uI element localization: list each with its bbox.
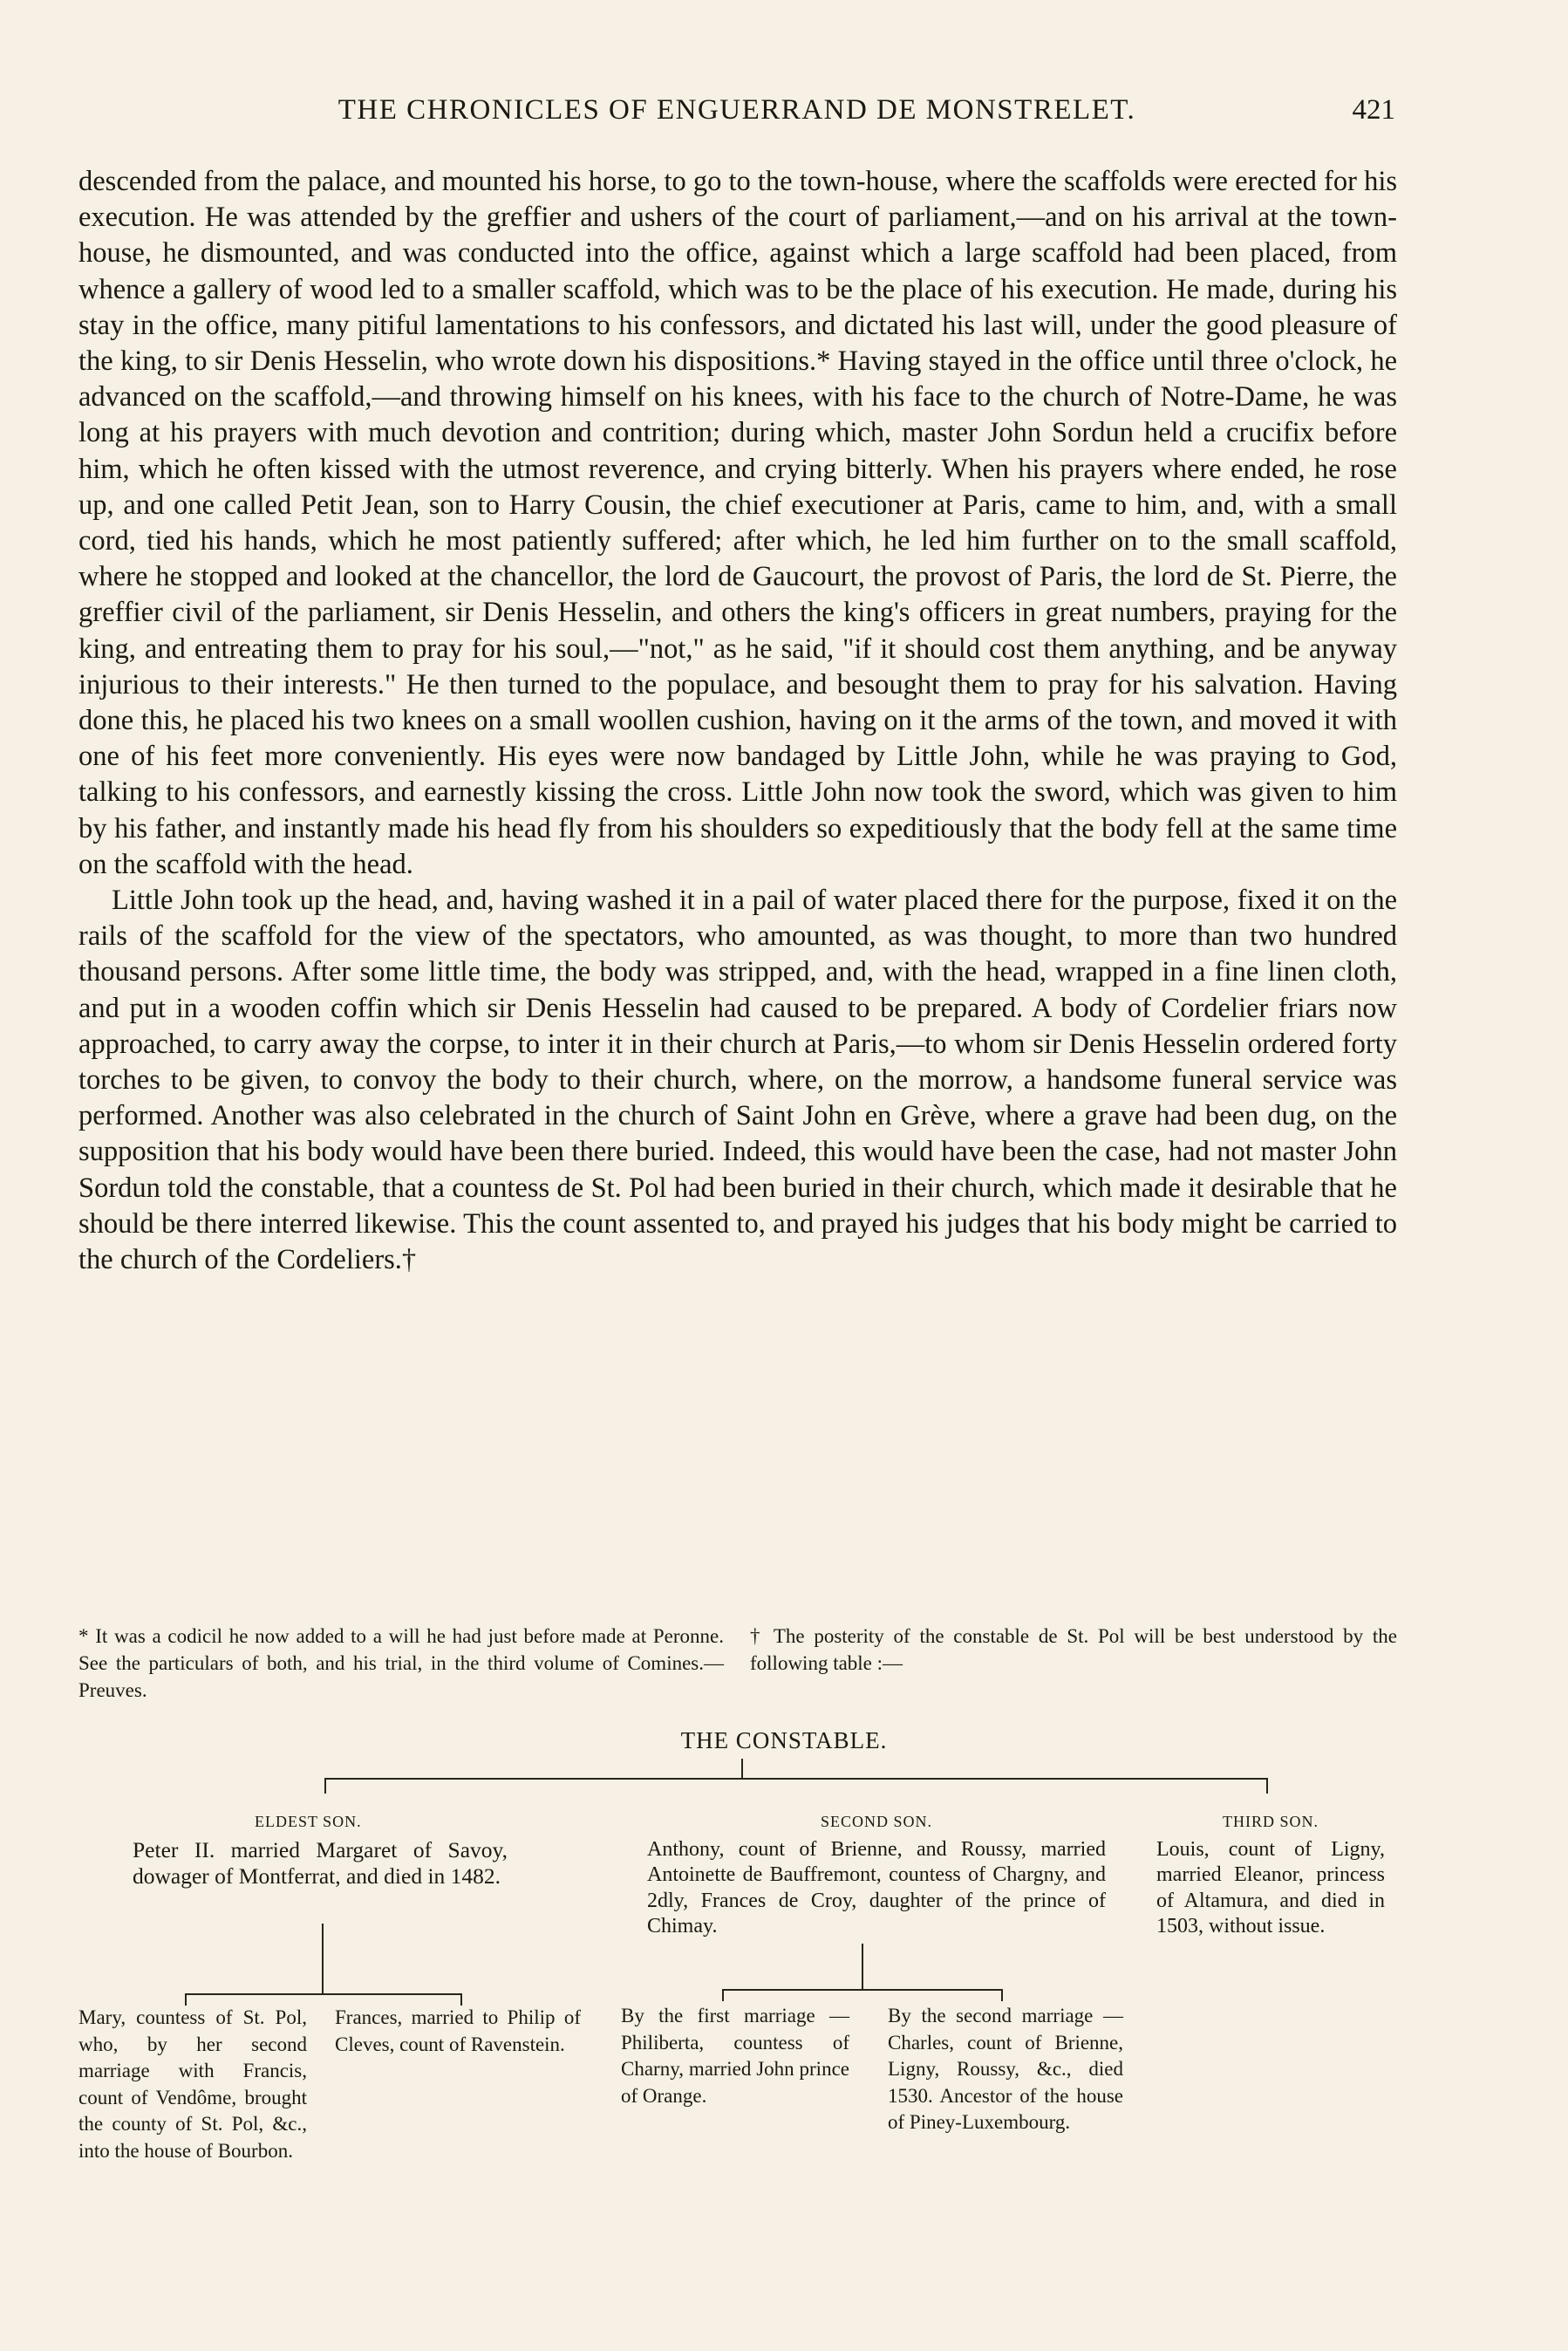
tree-connector [862,1944,863,1991]
eldest-son-column [133,1809,508,1890]
second-son-label: SECOND SON. [820,1813,933,1830]
grandchild-frances [335,2005,581,2058]
tree-connector [722,1989,724,2001]
third-son-column [1156,1809,1385,1940]
third-son-label: THIRD SON. [1222,1813,1319,1830]
page-number: 421 [1352,94,1395,126]
tree-connector [1266,1778,1268,1794]
tree-connector [741,1759,743,1779]
tree-connector [460,1993,462,2006]
tree-connector [722,1989,1003,1991]
eldest-son-text: Peter II. married Margaret of Savoy, dowager of Montferrat, and died in 1482. [133,1836,508,1889]
paragraph-2: Little John took up the head, and, having washed it in a pail of water placed there for the purpose, fixed it on the rails of the scaffold for the view of the spectators, who amounted, as was thought, to more than two hundred thousand persons. After some little time, the body was stripped, and, with the head, wrapped in a fine linen cloth, and put in a wooden coffin which sir Denis Hesselin had caused to be prepared. A body of Cordelier friars now approached, to carry away the corpse, to inter it in their church at Paris,—to whom sir Denis Hesselin ordered forty torches to be given, to convoy the body to their church, where, on the morrow, a handsome funeral service was performed. Another was also celebrated in the church of Saint John en Grève, where a grave had been dug, on the supposition that his body would have been there buried. Indeed, this would have been the case, had not master John Sordun told the constable, that a countess de St. Pol had been buried in their church, which made it desirable that he should be there interred likewise. This the count assented to, and prayed his judges that his body might be carried to the church of the Cordeliers.† [78,885,1397,1276]
footnote-posterity: † The posterity of the constable de St. Pol will be best understood by the following table :— [750,1625,1397,1674]
running-title: THE CHRONICLES OF ENGUERRAND DE MONSTRELET. [337,94,1136,126]
second-son-text: Anthony, count of Brienne, and Roussy, married Antoinette de Bauffremont, countess of Chargny, and 2dly, Frances de Croy, daughter of the prince of Chimay. [647,1837,1106,1938]
grandchild-mary-text: Mary, countess of St. Pol, who, by her second marriage with Francis, count of Vendôme, brought the county of St. Pol, &c., into the house of Bourbon. [78,2006,307,2162]
genealogy-title: THE CONSTABLE. [680,1727,888,1753]
tree-connector [185,1993,187,2006]
second-son-column [647,1809,1106,1940]
grandchild-philiberta [621,2003,849,2109]
grandchild-charles-text: By the second marriage — Charles, count of Brienne, Ligny, Roussy, &c., died 1530. Ancestor of the house of Piney-Luxembourg. [888,2005,1123,2133]
third-son-text: Louis, count of Ligny, married Eleanor, princess of Altamura, and died in 1503, without issue. [1156,1837,1385,1938]
tree-connector [1001,1989,1003,2001]
grandchild-charles [888,2003,1123,2136]
tree-connector [185,1993,462,1995]
grandchild-frances-text: Frances, married to Philip of Cleves, count of Ravenstein. [335,2006,581,2055]
footnote-codicil: * It was a codicil he now added to a will he had just before made at Peronne. See the particulars of both, and his trial, in the third volume of Comines.—Preuves. [78,1625,724,1701]
tree-connector [322,1924,324,1995]
paragraph-1: descended from the palace, and mounted his horse, to go to the town-house, where the scaffolds were erected for his execution. He was attended by the greffier and ushers of the court of parliament,—and on his arrival at the town-house, he dismounted, and was conducted into the office, against which a large scaffold had been placed, from whence a gallery of wood led to a smaller scaffold, which was to be the place of his execution. He made, during his stay in the office, many pitiful lamentations to his confessors, and dictated his last will, under the good pleasure of the king, to sir Denis Hesselin, who wrote down his dispositions.* Having stayed in the office until three o'clock, he advanced on the scaffold,—and throwing himself on his knees, with his face to the church of Notre-Dame, he was long at his prayers with much devotion and contrition; during which, master John Sordun held a crucifix before him, which he often kissed with the utmost reverence, and crying bitterly. When his prayers where ended, he rose up, and one called Petit Jean, son to Harry Cousin, the chief executioner at Paris, came to him, and, with a small cord, tied his hands, which he most patiently suffered; after which, he led him further on to the small scaffold, where he stopped and looked at the chancellor, the lord de Gaucourt, the provost of Paris, the lord de St. Pierre, the greffier civil of the parliament, sir Denis Hesselin, and others the king's officers in great numbers, praying for the king, and entreating them to pray for his soul,—"not," as he said, "if it should cost them anything, and be anyway injurious to their interests." He then turned to the populace, and besought them to pray for his salvation. Having done this, he placed his two knees on a small woollen cushion, having on it the arms of the town, and moved it with one of his feet more conveniently. His eyes were now bandaged by Little John, while he was praying to God, talking to his confessors, and earnestly kissing the cross. Little John now took the sword, which was given to him by his father, and instantly made his head fly from his shoulders so expeditiously that the body fell at the same time on the scaffold with the head. [78,166,1397,880]
grandchild-mary [78,2005,307,2164]
tree-connector [324,1778,326,1794]
grandchild-philiberta-text: By the first marriage —Philiberta, countess of Charny, married John prince of Orange. [621,2005,849,2107]
eldest-son-label: ELDEST SON. [255,1813,362,1830]
tree-connector [324,1778,1268,1780]
